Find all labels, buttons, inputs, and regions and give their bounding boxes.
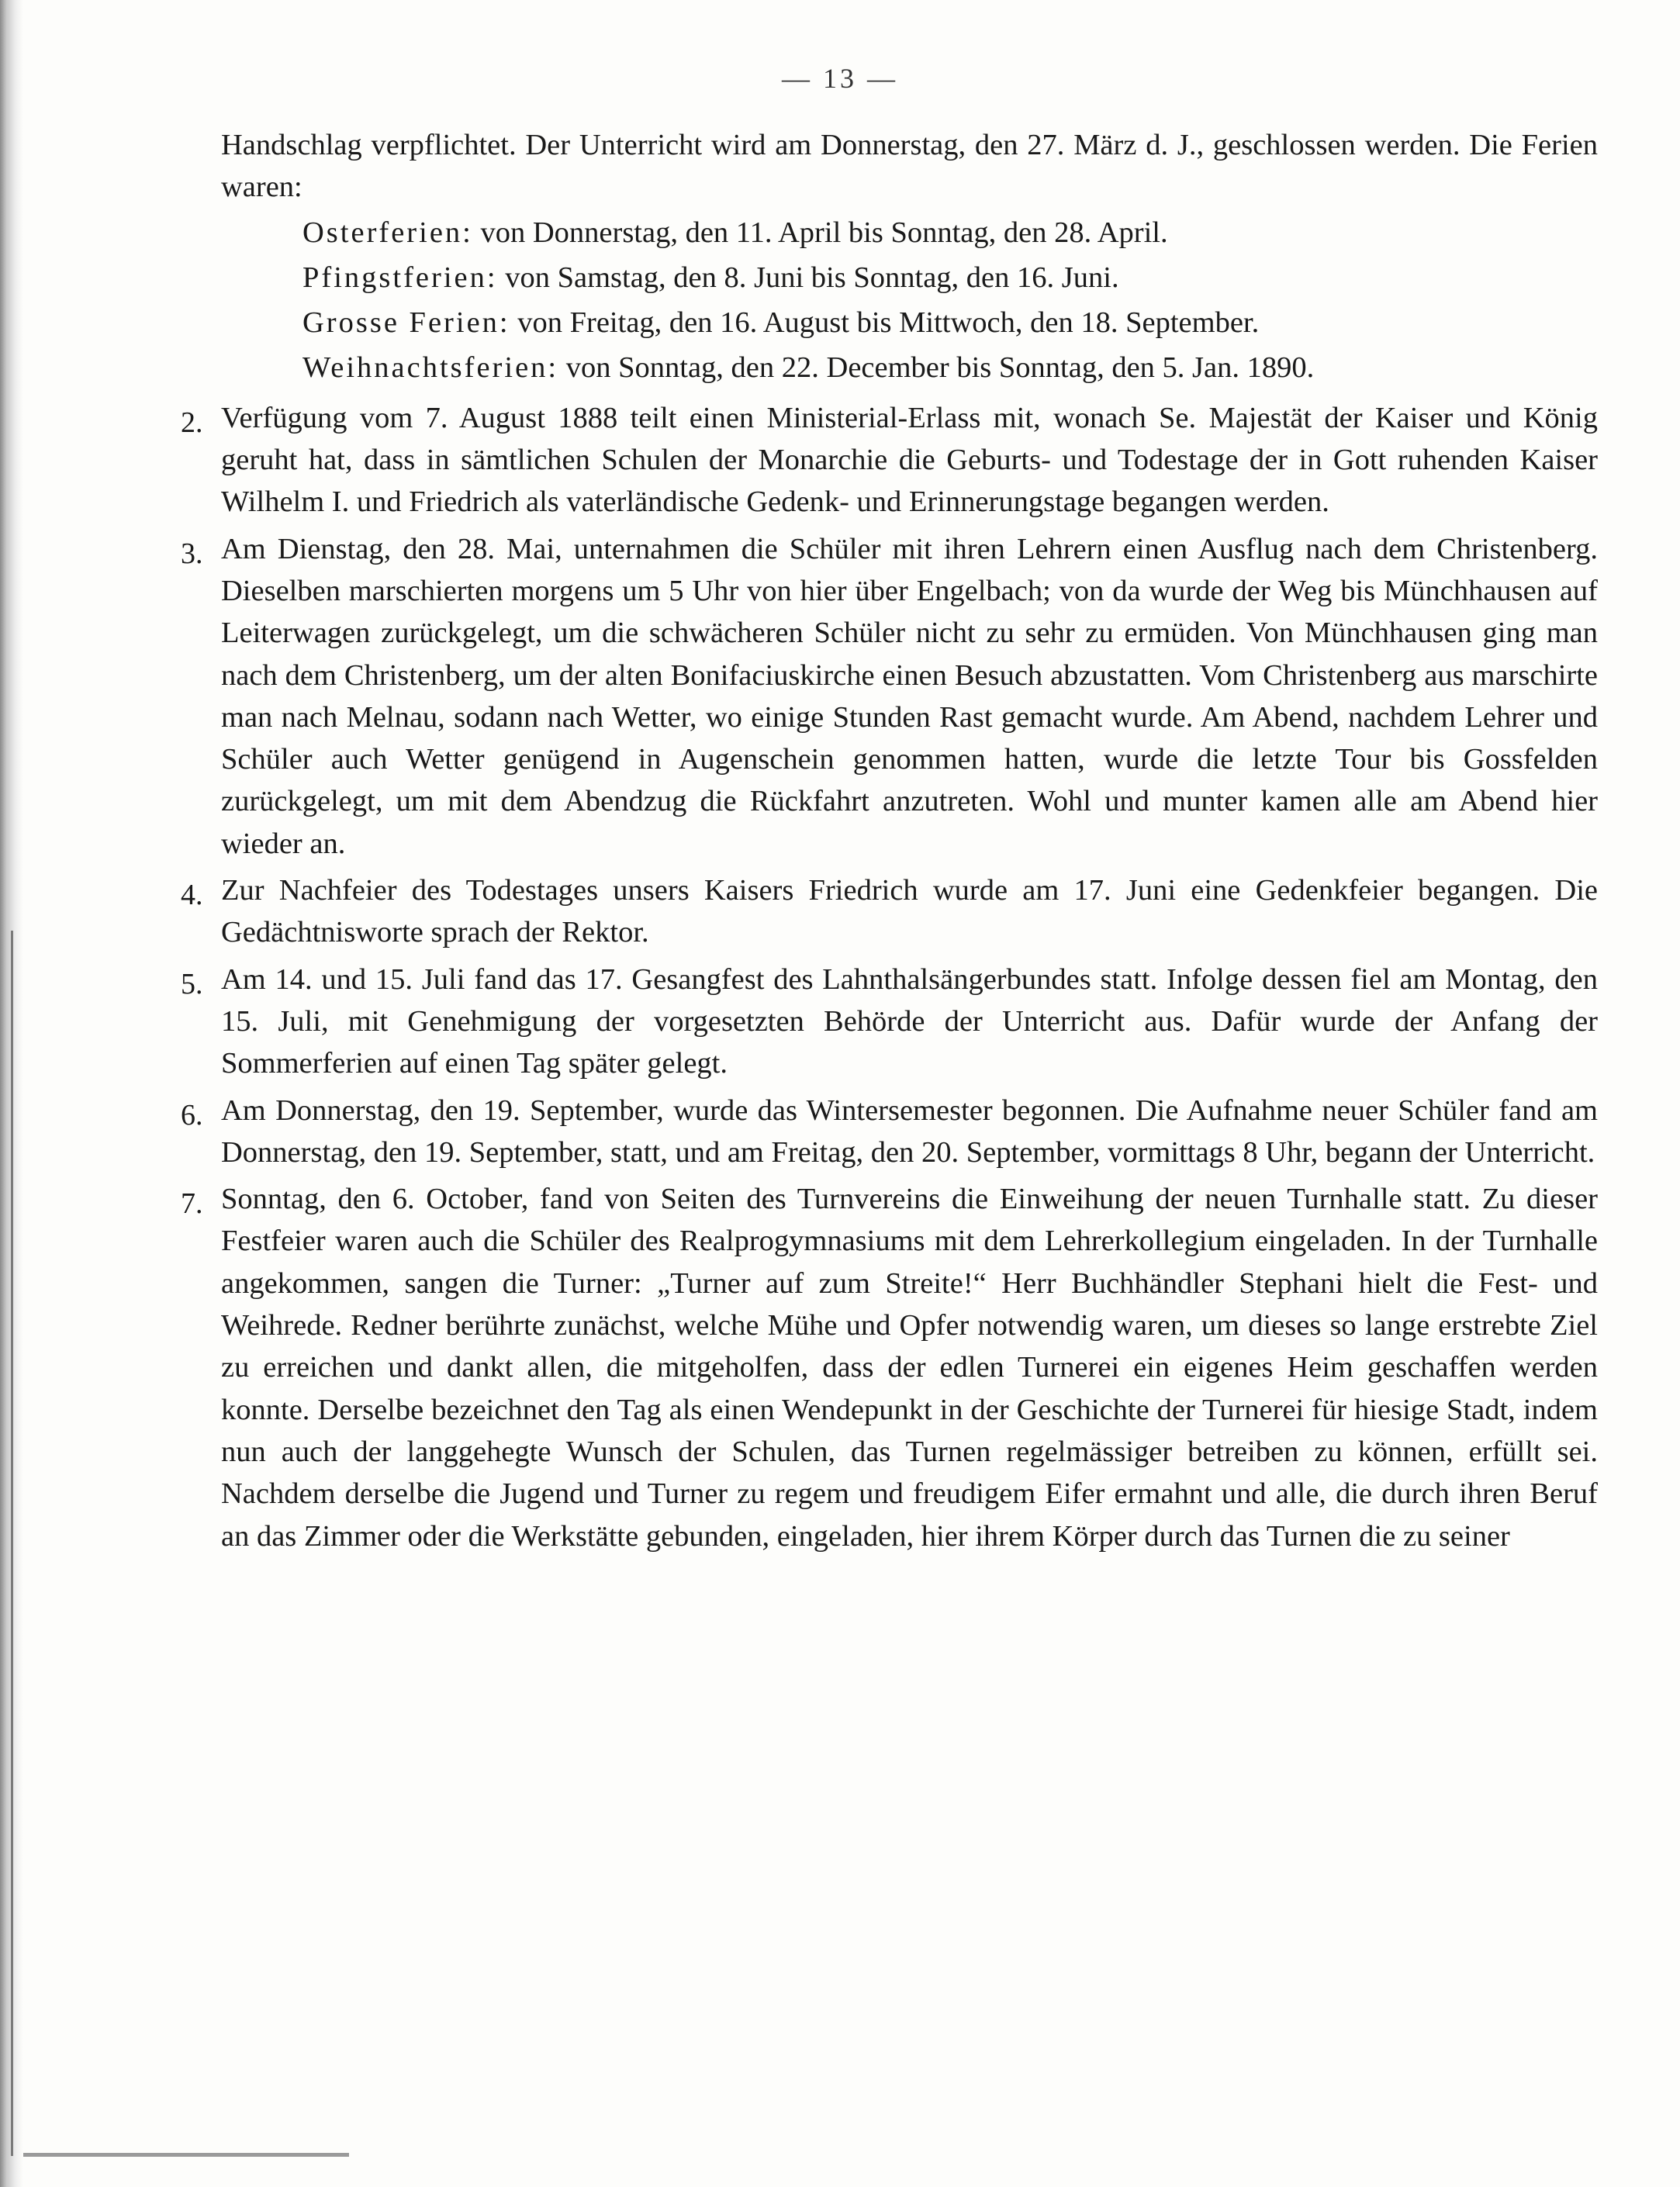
list-item-6 <box>181 1090 1598 1174</box>
item-number: 7. <box>181 1187 203 1221</box>
holiday-dates: von Sonntag, den 22. December bis Sonntag, den 5. Jan. 1890. <box>565 351 1315 385</box>
holiday-name: Weihnachtsferien: <box>302 351 559 385</box>
item-text: Verfügung vom 7. August 1888 teilt einen Ministerial-Erlass mit, wonach Se. Majestät der Kaiser und König geruht hat, dass in sämtlichen Schulen der Monarchie die Geburts- und Todestage der in Gott ruhenden Kaiser Wilhelm I. und Friedrich als vaterländische Gedenk- und Erinnerungstage begangen werden. <box>221 401 1598 519</box>
item-number: 4. <box>181 879 203 912</box>
holiday-name: Grosse Ferien: <box>302 306 510 340</box>
holiday-name: Pfingstferien: <box>302 261 498 294</box>
item-text: Sonntag, den 6. October, fand von Seiten des Turnvereins die Einweihung der neuen Turnhalle statt. Zu dieser Festfeier waren auch die Schüler des Realprogymnasiums mit dem Lehrerkollegium eingeladen. In der Turnhalle angekommen, sangen die Turner: „Turner auf zum Streite!“ Herr Buchhändler Stephani hielt die Fest- und Weihrede. Redner berührte zunächst, welche Mühe und Opfer notwendig waren, um dieses so lange erstrebte Ziel zu erreichen und dankt allen, die mitgeholfen, dass der edlen Turnerei ein eigenes Heim geschaffen werden konnte. Derselbe bezeichnet den Tag als einen Wendepunkt in der Geschichte der Turnerei für hiesige Stadt, indem nun auch der langgehegte Wunsch der Schulen, das Turnen regelmässiger betreiben zu können, erfüllt sei. Nachdem derselbe die Jugend und Turner zu regem und freudigem Eifer ermahnt und alle, die durch ihren Beruf an das Zimmer oder die Werkstätte gebunden, eingeladen, hier ihrem Körper durch das Turnen die zu seiner <box>221 1183 1598 1553</box>
holiday-name: Osterferien: <box>302 216 473 249</box>
item-text: Zur Nachfeier des Todestages unsers Kaisers Friedrich wurde am 17. Juni eine Gedenkfeier begangen. Die Gedächtnisworte sprach der Rektor. <box>221 874 1598 949</box>
body-text <box>181 124 1598 1562</box>
holiday-easter <box>221 212 1598 254</box>
scan-bottom-shadow <box>23 2153 349 2157</box>
holiday-dates: von Freitag, den 16. August bis Mittwoch, den 18. September. <box>517 306 1260 340</box>
item-number: 5. <box>181 967 203 1000</box>
holiday-dates: von Donnerstag, den 11. April bis Sonntag, den 28. April. <box>480 216 1168 249</box>
item-number: 3. <box>181 537 203 570</box>
list-item-3 <box>181 528 1598 865</box>
item-number: 2. <box>181 406 203 439</box>
list-item-2 <box>181 397 1598 523</box>
intro-paragraph: Handschlag verpflichtet. Der Unterricht wird am Donnerstag, den 27. März d. J., geschlossen werden. Die Ferien waren: <box>221 129 1598 204</box>
holiday-dates: von Samstag, den 8. Juni bis Sonntag, den 16. Juni. <box>505 261 1119 294</box>
list-item-5 <box>181 959 1598 1085</box>
holiday-summer <box>221 302 1598 344</box>
scan-edge-line <box>11 931 13 2156</box>
item-text: Am 14. und 15. Juli fand das 17. Gesangfest des Lahnthalsängerbundes statt. Infolge dessen fiel am Montag, den 15. Juli, mit Genehmigung der vorgesetzten Behörde der Unterricht aus. Dafür wurde der Anfang der Sommerferien auf einen Tag später gelegt. <box>221 962 1598 1080</box>
holiday-christmas <box>221 347 1598 389</box>
item-text: Am Donnerstag, den 19. September, wurde das Wintersemester begonnen. Die Aufnahme neuer Schüler fand am Donnerstag, den 19. September, statt, und am Freitag, den 20. September, vormittags 8 Uhr, begann der Unterricht. <box>221 1094 1598 1169</box>
page-number: — 13 — <box>782 63 898 94</box>
list-item-4 <box>181 869 1598 954</box>
item-text: Am Dienstag, den 28. Mai, unternahmen die Schüler mit ihren Lehrern einen Ausflug nach dem Christenberg. Dieselben marschierten morgens um 5 Uhr von hier über Engelbach; von da wurde der Weg bis Münchhausen auf Leiterwagen zurückgelegt, um die schwächeren Schüler nicht zu sehr zu ermüden. Von Münchhausen ging man nach dem Christenberg, um der alten Bonifaciuskirche einen Besuch abzustatten. Vom Christenberg aus marschirte man nach Melnau, sodann nach Wetter, wo einige Stunden Rast gemacht wurde. Am Abend, nachdem Lehrer und Schüler auch Wetter genügend in Augenschein genommen hatten, wurde die letzte Tour bis Gossfelden zurückgelegt, um mit dem Abendzug die Rückfahrt anzutreten. Wohl und munter kamen alle am Abend hier wieder an. <box>221 532 1598 860</box>
list-item-7 <box>181 1178 1598 1557</box>
item-number: 6. <box>181 1098 203 1132</box>
holiday-pentecost <box>221 257 1598 299</box>
